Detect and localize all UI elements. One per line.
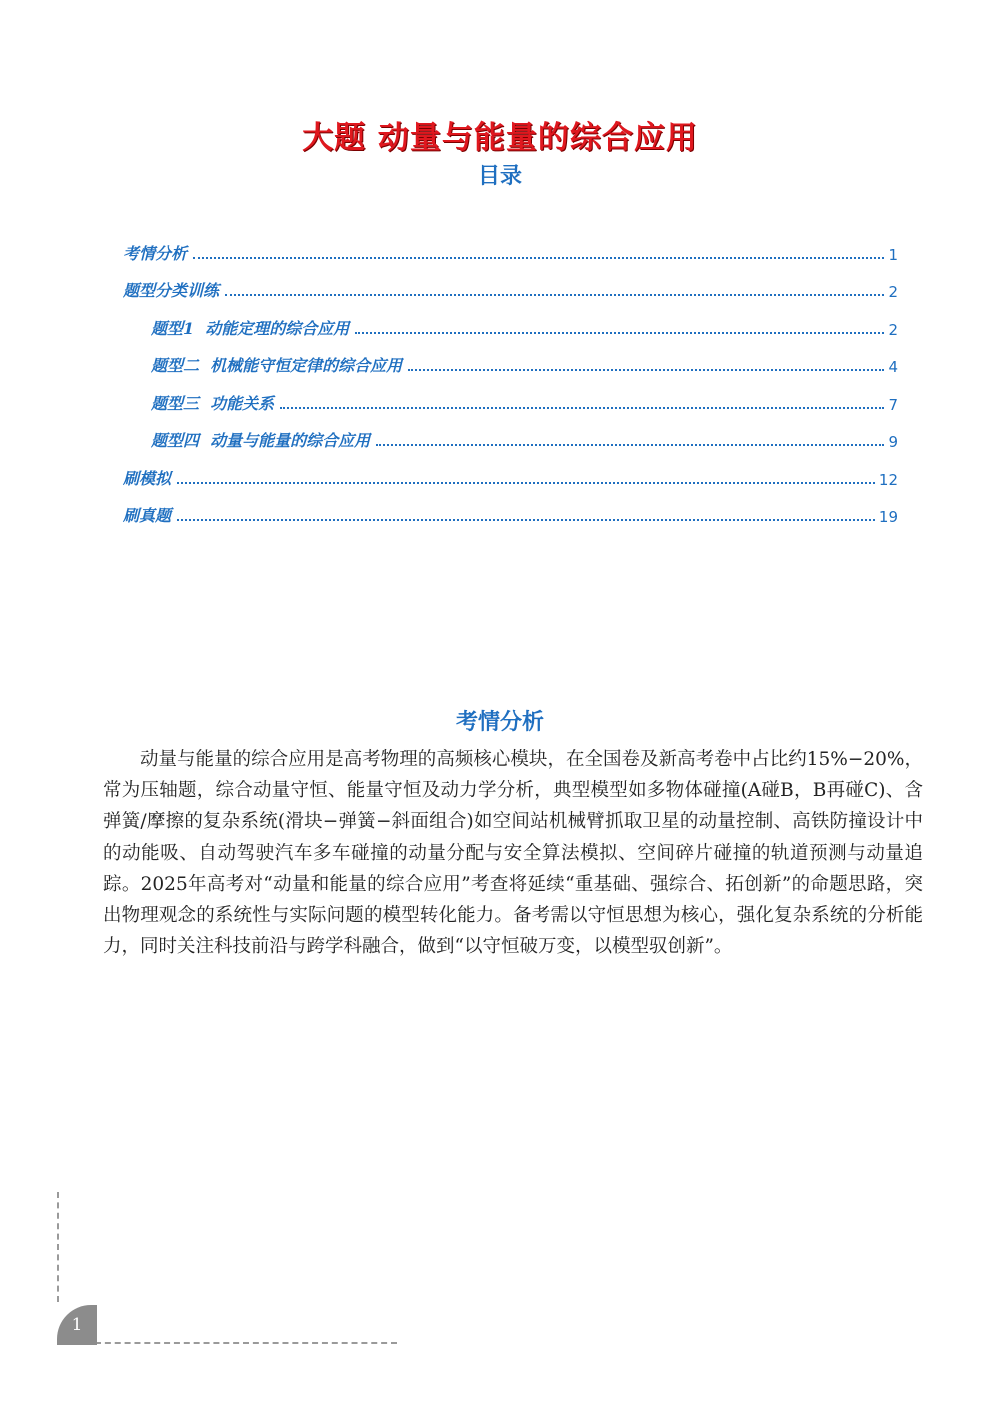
- toc-item-page: 2: [888, 320, 898, 339]
- page-corner-dashed-vertical: [57, 1192, 59, 1302]
- toc-item-label: 题型1 动能定理的综合应用: [151, 318, 350, 338]
- toc-item-page: 2: [888, 283, 898, 301]
- toc-item-classification[interactable]: [123, 264, 898, 302]
- analysis-paragraph: 动量与能量的综合应用是高考物理的高频核心模块，在全国卷及新高考卷中占比约15%−20%，常为压轴题，综合动量守恒、能量守恒及动力学分析，典型模型如多物体碰撞(A碰B，B再碰C)、含弹簧/摩擦的复杂系统(滑块−弹簧−斜面组合)如空间站机械臂抓取卫星的动量控制、高铁防撞设计中的动能吸、自动驾驶汽车多车碰撞的动量分配与安全算法模拟、空间碎片碰撞的轨道预测与动量追踪。2025年高考对“动量和能量的综合应用”考查将延续“重基础、强综合、拓创新”的命题思路，突出物理观念的系统性与实际问题的模型转化能力。备考需以守恒思想为核心，强化复杂系统的分析能力，同时关注科技前沿与跨学科融合，做到“以守恒破万变，以模型驭创新”。: [103, 749, 923, 958]
- toc-item-label: 题型四 动量与能量的综合应用: [151, 431, 371, 450]
- toc-item-type-1[interactable]: [123, 301, 898, 339]
- toc-item-mock[interactable]: [123, 451, 898, 489]
- toc-leader-dots: [376, 444, 884, 446]
- toc-item-page: 12: [878, 470, 898, 489]
- toc-item-label: 考情分析: [123, 243, 188, 263]
- toc-leader-dots: [177, 519, 875, 521]
- page-title: 大题 动量与能量的综合应用: [302, 120, 698, 156]
- toc-item-label: 题型二 机械能守恒定律的综合应用: [151, 356, 403, 375]
- toc-item-page: 4: [888, 358, 898, 376]
- analysis-heading: 考情分析: [455, 710, 544, 735]
- toc-item-label: 刷真题: [123, 506, 172, 525]
- toc-leader-dots: [408, 369, 884, 371]
- toc-leader-dots: [225, 294, 884, 296]
- toc-item-label: 刷模拟: [123, 468, 172, 488]
- toc-leader-dots: [177, 482, 875, 484]
- toc-leader-dots: [355, 332, 884, 334]
- toc-leader-dots: [193, 257, 884, 259]
- toc-item-label: 题型分类训练: [123, 281, 220, 300]
- toc-item-label: 题型三 功能关系: [151, 393, 275, 413]
- page-corner-dashed-horizontal: [95, 1342, 397, 1344]
- toc-item-type-3[interactable]: [123, 376, 898, 414]
- toc-item-page: 7: [888, 395, 898, 414]
- toc-item-real-exam[interactable]: [123, 489, 898, 527]
- table-of-contents: [123, 226, 898, 526]
- toc-item-analysis[interactable]: [123, 226, 898, 264]
- toc-item-page: 1: [888, 245, 898, 264]
- toc-leader-dots: [280, 407, 884, 409]
- page-number: 1: [57, 1305, 97, 1345]
- toc-heading: 目录: [477, 164, 522, 189]
- toc-item-type-4[interactable]: [123, 414, 898, 452]
- toc-item-page: 9: [888, 433, 898, 451]
- toc-item-type-2[interactable]: [123, 339, 898, 377]
- toc-item-page: 19: [878, 508, 898, 526]
